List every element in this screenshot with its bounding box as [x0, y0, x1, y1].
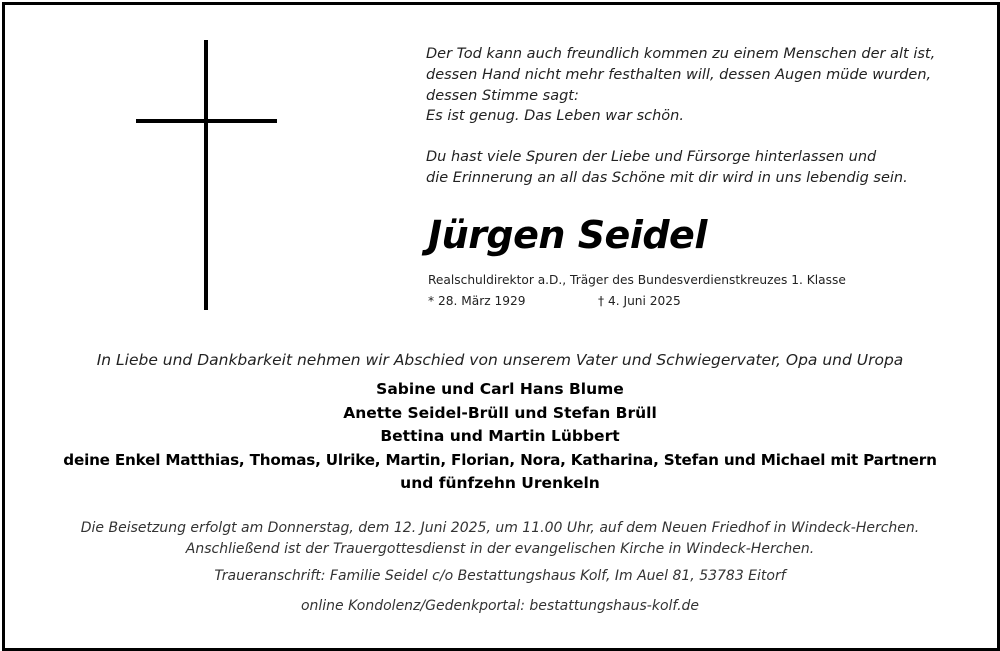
- funeral-details: [0, 518, 1000, 559]
- mourners-list: [0, 378, 1000, 496]
- mourner-line: und fünfzehn Urenkeln: [400, 474, 600, 492]
- funeral-line: Anschließend ist der Trauergottesdienst in der evangelischen Kirche in Windeck-Herchen.: [185, 540, 815, 557]
- funeral-line: Die Beisetzung erfolgt am Donnerstag, dem 12. Juni 2025, um 11.00 Uhr, auf dem Neuen Friedhof in Windeck-Herchen.: [80, 520, 920, 536]
- death-date: † 4. Juni 2025: [598, 294, 681, 308]
- mourner-line: Bettina und Martin Lübbert: [380, 427, 620, 445]
- mourner-line: Anette Seidel-Brüll und Stefan Brüll: [343, 403, 657, 422]
- cross-vertical-bar: [204, 40, 208, 310]
- farewell-intro: In Liebe und Dankbarkeit nehmen wir Abschied von unserem Vater und Schwiegervater, Opa und Uropa: [96, 351, 904, 369]
- poem-stanza-gap: [426, 127, 986, 147]
- cross-horizontal-bar: [136, 119, 277, 123]
- online-condolence: online Kondolenz/Gedenkportal: bestattungshaus-kolf.de: [300, 598, 700, 614]
- mourner-line: deine Enkel Matthias, Thomas, Ulrike, Martin, Florian, Nora, Katharina, Stefan und Michael mit Partnern: [63, 450, 937, 469]
- poem-line: die Erinnerung an all das Schöne mit dir wird in uns lebendig sein.: [426, 169, 908, 186]
- deceased-title: Realschuldirektor a.D., Träger des Bundesverdienstkreuzes 1. Klasse: [428, 273, 846, 287]
- poem-line: dessen Stimme sagt:: [426, 87, 579, 104]
- mourning-address: Traueranschrift: Familie Seidel c/o Bestattungshaus Kolf, Im Auel 81, 53783 Eitorf: [214, 568, 786, 584]
- poem-line: dessen Hand nicht mehr festhalten will, dessen Augen müde wurden,: [426, 66, 932, 83]
- birth-date: * 28. März 1929: [428, 294, 526, 308]
- poem-line: Es ist genug. Das Leben war schön.: [426, 108, 684, 125]
- deceased-name: Jürgen Seidel: [428, 213, 707, 257]
- poem-line: Du hast viele Spuren der Liebe und Fürsorge hinterlassen und: [426, 149, 877, 166]
- poem: [426, 44, 986, 189]
- mourner-line: Sabine und Carl Hans Blume: [376, 380, 624, 398]
- poem-line: Der Tod kann auch freundlich kommen zu einem Menschen der alt ist,: [426, 46, 936, 62]
